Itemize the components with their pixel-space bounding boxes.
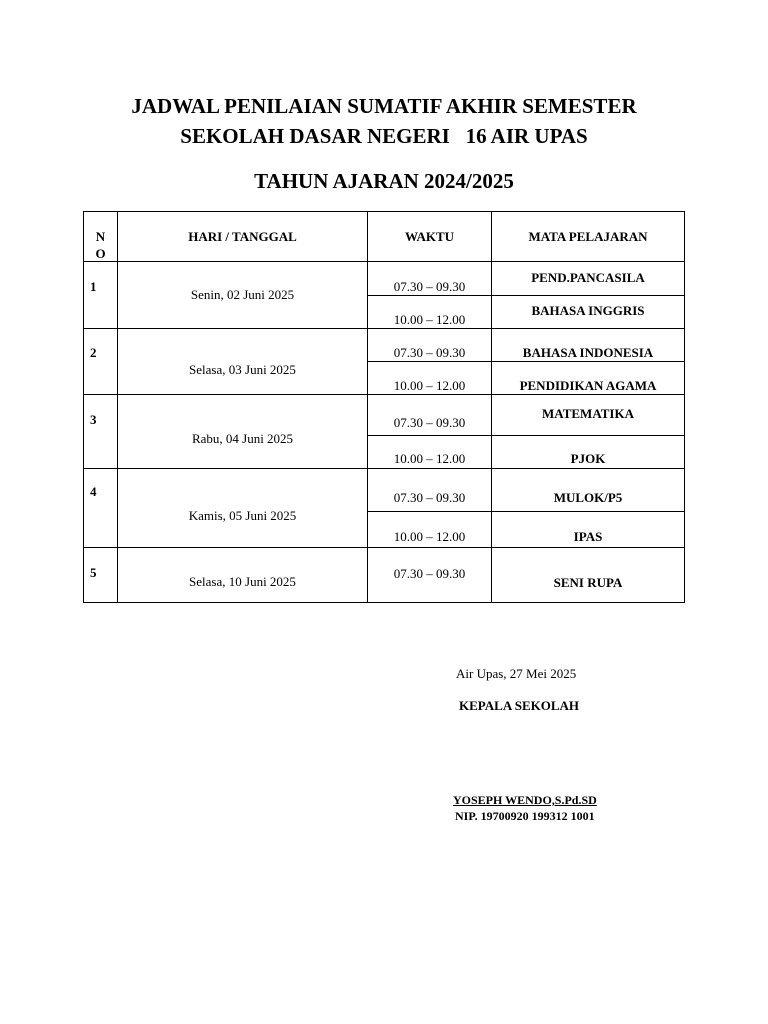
place-date: Air Upas, 27 Mei 2025	[456, 666, 577, 681]
session-subject: IPAS	[573, 529, 603, 544]
header-day: HARI / TANGGAL	[188, 229, 297, 244]
header-time: WAKTU	[404, 229, 455, 244]
table-border	[367, 361, 684, 362]
row-number: 1	[90, 279, 97, 294]
table-border	[367, 295, 684, 296]
session-time: 07.30 – 09.30	[393, 345, 466, 360]
session-time: 10.00 – 12.00	[393, 529, 466, 544]
table-border	[83, 394, 684, 395]
table-border	[83, 602, 684, 603]
session-time: 07.30 – 09.30	[393, 415, 466, 430]
table-border	[684, 211, 685, 603]
title-line-1: JADWAL PENILAIAN SUMATIF AKHIR SEMESTER	[131, 94, 637, 118]
header-no: N	[95, 229, 106, 244]
session-subject: BAHASA INDONESIA	[522, 345, 654, 360]
row-number: 5	[90, 565, 97, 580]
session-time: 07.30 – 09.30	[393, 490, 466, 505]
table-border	[83, 211, 684, 212]
session-time: 10.00 – 12.00	[393, 378, 466, 393]
row-day: Kamis, 05 Juni 2025	[188, 508, 297, 523]
table-border	[117, 211, 118, 603]
table-border	[83, 261, 684, 262]
session-subject: PENDIDIKAN AGAMA	[519, 378, 657, 393]
row-day: Rabu, 04 Juni 2025	[191, 431, 294, 446]
table-border	[83, 328, 684, 329]
title-line-2: SEKOLAH DASAR NEGERI 16 AIR UPAS	[180, 124, 588, 148]
row-day: Selasa, 10 Juni 2025	[189, 574, 296, 589]
table-border	[83, 211, 84, 603]
row-number: 4	[90, 484, 97, 499]
row-number: 3	[90, 412, 97, 427]
session-subject: MATEMATIKA	[542, 406, 634, 421]
session-subject: PEND.PANCASILA	[531, 270, 645, 285]
session-subject: BAHASA INGGRIS	[531, 303, 645, 318]
table-border	[367, 435, 684, 436]
signatory-nip: NIP. 19700920 199312 1001	[455, 809, 595, 823]
row-day: Selasa, 03 Juni 2025	[189, 362, 296, 377]
table-border	[83, 547, 684, 548]
session-subject: SENI RUPA	[553, 575, 623, 590]
table-border	[83, 468, 684, 469]
session-time: 07.30 – 09.30	[393, 566, 466, 581]
header-no: O	[95, 246, 106, 261]
header-subject: MATA PELAJARAN	[528, 229, 648, 244]
title-line-3: TAHUN AJARAN 2024/2025	[254, 169, 514, 193]
session-subject: MULOK/P5	[553, 490, 623, 505]
session-time: 10.00 – 12.00	[393, 312, 466, 327]
row-number: 2	[90, 345, 97, 360]
row-day: Senin, 02 Juni 2025	[190, 287, 295, 302]
signatory-name: YOSEPH WENDO,S.Pd.SD	[453, 793, 597, 807]
session-subject: PJOK	[570, 451, 606, 466]
table-border	[367, 511, 684, 512]
signatory-position: KEPALA SEKOLAH	[459, 698, 580, 713]
session-time: 07.30 – 09.30	[393, 279, 466, 294]
session-time: 10.00 – 12.00	[393, 451, 466, 466]
